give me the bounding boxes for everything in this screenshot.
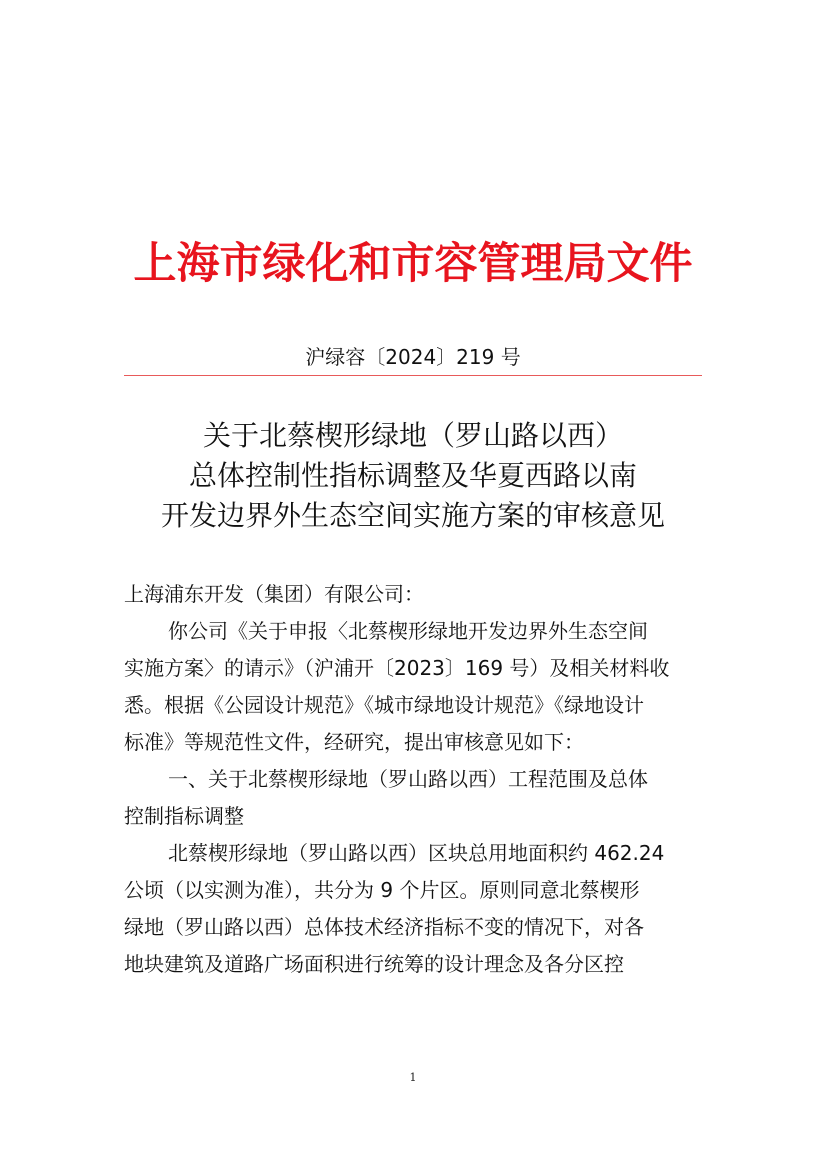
document-number: 沪绿容〔2024〕219 号 <box>305 345 521 369</box>
addressee: 上海浦东开发（集团）有限公司： <box>124 582 424 606</box>
document-body <box>124 576 702 983</box>
document-subject <box>0 416 826 536</box>
body-line: 标准》等规范性文件，经研究，提出审核意见如下： <box>124 730 584 754</box>
body-line: 北蔡楔形绿地（罗山路以西）区块总用地面积约 462.24 <box>168 841 665 865</box>
body-line: 地块建筑及道路广场面积进行统筹的设计理念及各分区控 <box>124 952 624 976</box>
section-heading-line: 控制指标调整 <box>124 804 244 828</box>
subject-line-1: 关于北蔡楔形绿地（罗山路以西） <box>202 419 623 452</box>
issuing-org-title: 上海市绿化和市容管理局文件 <box>133 239 693 289</box>
subject-line-2: 总体控制性指标调整及华夏西路以南 <box>188 459 637 492</box>
body-line: 公顷（以实测为准），共分为 9 个片区。原则同意北蔡楔形 <box>124 878 640 902</box>
section-heading-line: 一、关于北蔡楔形绿地（罗山路以西）工程范围及总体 <box>168 767 648 791</box>
body-line: 绿地（罗山路以西）总体技术经济指标不变的情况下，对各 <box>124 915 644 939</box>
subject-line-3: 开发边界外生态空间实施方案的审核意见 <box>160 499 665 532</box>
red-separator-line <box>124 375 702 376</box>
body-line: 悉。根据《公园设计规范》《城市绿地设计规范》《绿地设计 <box>124 693 644 717</box>
body-line: 你公司《关于申报〈北蔡楔形绿地开发边界外生态空间 <box>168 619 648 643</box>
page-number: 1 <box>409 1071 417 1084</box>
body-line: 实施方案〉的请示》（沪浦开〔2023〕169 号）及相关材料收 <box>124 656 670 680</box>
